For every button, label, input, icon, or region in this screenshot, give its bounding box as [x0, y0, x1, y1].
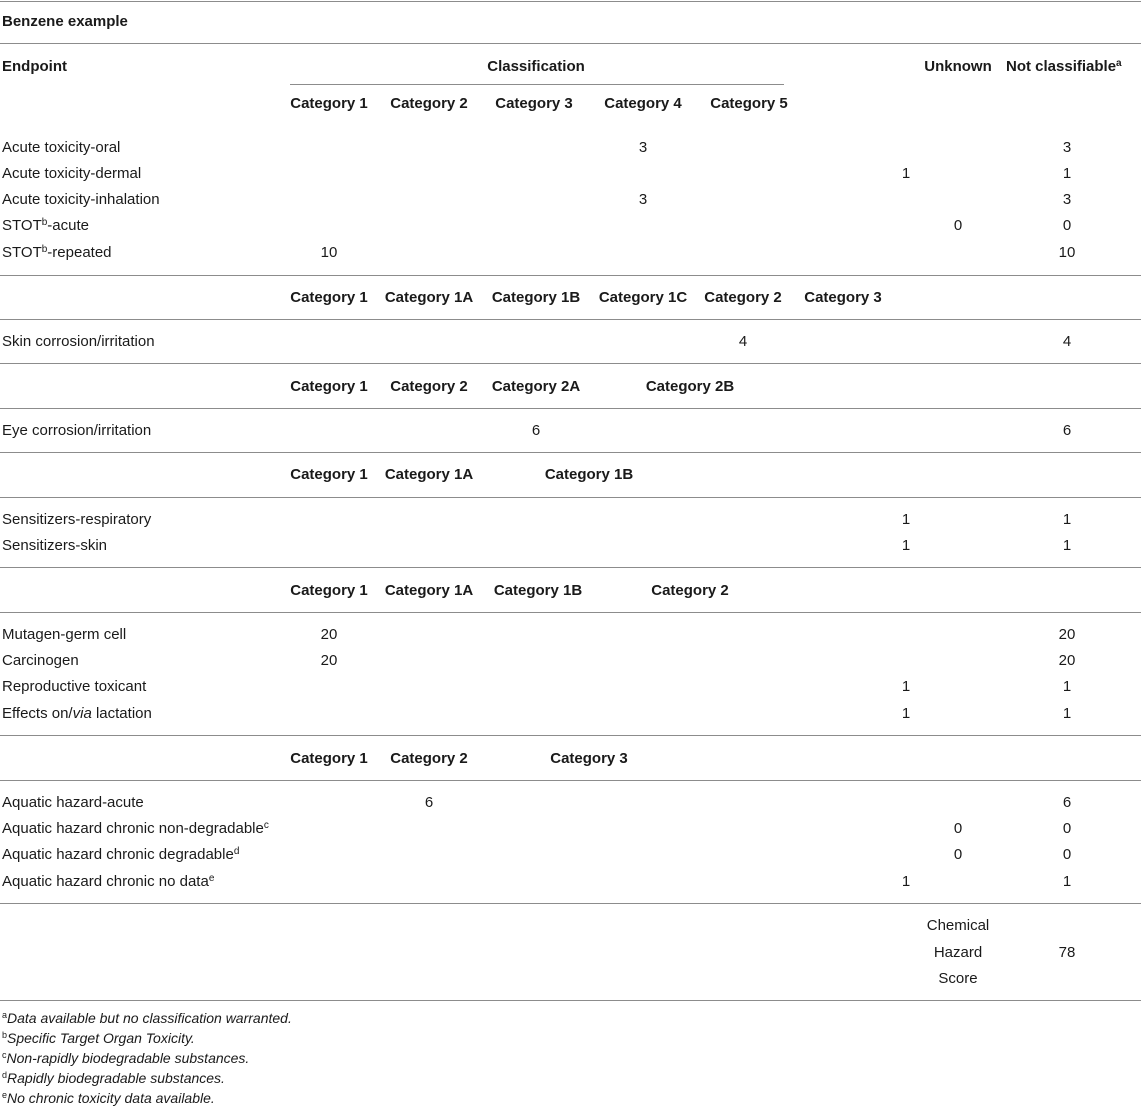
- category-header: Category 2: [390, 378, 468, 395]
- row-label: Aquatic hazard chronic non-degradable$^c$: [2, 820, 269, 837]
- row-label: Reproductive toxicant: [2, 678, 147, 695]
- rule: [0, 275, 1141, 276]
- row-total: 20: [1058, 652, 1076, 669]
- rule: [0, 1000, 1141, 1001]
- row-total: 10: [1058, 244, 1076, 261]
- row-value: 1: [901, 873, 911, 890]
- rule: [0, 612, 1141, 613]
- row-total: 4: [1062, 333, 1072, 350]
- score-label: Chemical: [926, 917, 990, 934]
- category-header: Category 1: [290, 750, 368, 767]
- category-header: Category 2: [390, 750, 468, 767]
- row-label: Aquatic hazard chronic degradable$^d$: [2, 846, 240, 863]
- footnote: $^e$No chronic toxicity data available.: [2, 1090, 215, 1106]
- rule: [0, 735, 1141, 736]
- row-label: Acute toxicity-inhalation: [2, 191, 160, 208]
- rule: [0, 363, 1141, 364]
- row-total: 20: [1058, 626, 1076, 643]
- row-value: 3: [638, 139, 648, 156]
- category-header: Category 1A: [384, 466, 474, 483]
- row-total: 1: [1062, 537, 1072, 554]
- category-header: Category 3: [804, 289, 882, 306]
- rule: [0, 408, 1141, 409]
- row-label: Mutagen-germ cell: [2, 626, 127, 643]
- header-not-classifiable: Not classifiable$^a$: [1006, 58, 1122, 75]
- category-header: Category 1: [290, 378, 368, 395]
- category-header: Category 1B: [493, 582, 583, 599]
- category-header: Category 2B: [645, 378, 735, 395]
- row-label: STOT$^b$-repeated: [2, 244, 112, 261]
- rule: [0, 780, 1141, 781]
- rule: [0, 903, 1141, 904]
- header-unknown: Unknown: [924, 58, 992, 75]
- rule: [0, 43, 1141, 44]
- rule: [0, 567, 1141, 568]
- category-header: Category 1: [290, 582, 368, 599]
- row-total: 0: [1062, 820, 1072, 837]
- category-header: Category 1B: [491, 289, 581, 306]
- row-value: 6: [424, 794, 434, 811]
- category-header: Category 1: [290, 466, 368, 483]
- rule: [0, 497, 1141, 498]
- row-total: 1: [1062, 873, 1072, 890]
- row-value: 20: [320, 626, 338, 643]
- category-header: Category 5: [710, 95, 788, 112]
- row-value: 1: [901, 705, 911, 722]
- row-value: 1: [901, 511, 911, 528]
- row-value: 0: [953, 846, 963, 863]
- category-header: Category 1: [290, 95, 368, 112]
- score-label: Hazard: [933, 944, 983, 961]
- score-value: 78: [1058, 944, 1076, 961]
- header-endpoint: Endpoint: [2, 58, 67, 75]
- category-header: Category 1C: [598, 289, 688, 306]
- row-label: Acute toxicity-oral: [2, 139, 121, 156]
- category-header: Category 2A: [491, 378, 581, 395]
- classification-underline: [290, 84, 784, 85]
- row-value: 10: [320, 244, 338, 261]
- rule: [0, 319, 1141, 320]
- row-total: 0: [1062, 846, 1072, 863]
- row-label: Eye corrosion/irritation: [2, 422, 152, 439]
- header-classification: Classification: [487, 58, 585, 75]
- category-header: Category 1A: [384, 289, 474, 306]
- row-value: 1: [901, 678, 911, 695]
- footnote: $^b$Specific Target Organ Toxicity.: [2, 1030, 195, 1046]
- row-label: Aquatic hazard-acute: [2, 794, 144, 811]
- row-total: 3: [1062, 191, 1072, 208]
- row-total: 1: [1062, 511, 1072, 528]
- row-total: 6: [1062, 422, 1072, 439]
- category-header: Category 3: [550, 750, 628, 767]
- table-title: Benzene example: [2, 13, 128, 30]
- row-total: 1: [1062, 705, 1072, 722]
- category-header: Category 1B: [544, 466, 634, 483]
- row-total: 1: [1062, 678, 1072, 695]
- row-value: 0: [953, 820, 963, 837]
- row-label: Effects on/via lactation: [2, 705, 152, 722]
- category-header: Category 2: [651, 582, 729, 599]
- category-header: Category 1: [290, 289, 368, 306]
- row-label: Sensitizers-respiratory: [2, 511, 152, 528]
- row-total: 3: [1062, 139, 1072, 156]
- footnote: $^a$Data available but no classification warranted.: [2, 1010, 292, 1026]
- row-value: 20: [320, 652, 338, 669]
- row-value: 6: [531, 422, 541, 439]
- category-header: Category 3: [495, 95, 573, 112]
- row-total: 1: [1062, 165, 1072, 182]
- rule: [0, 1, 1141, 2]
- row-total: 0: [1062, 217, 1072, 234]
- row-label: Sensitizers-skin: [2, 537, 108, 554]
- rule: [0, 452, 1141, 453]
- row-label: Acute toxicity-dermal: [2, 165, 142, 182]
- row-label: Aquatic hazard chronic no data$^e$: [2, 873, 215, 890]
- row-label: Carcinogen: [2, 652, 79, 669]
- category-header: Category 2: [390, 95, 468, 112]
- row-value: 1: [901, 537, 911, 554]
- category-header: Category 1A: [384, 582, 474, 599]
- row-label: Skin corrosion/irritation: [2, 333, 155, 350]
- row-value: 1: [901, 165, 911, 182]
- score-label: Score: [938, 970, 978, 987]
- footnote: $^c$Non-rapidly biodegradable substances.: [2, 1050, 250, 1066]
- row-total: 6: [1062, 794, 1072, 811]
- row-value: 0: [953, 217, 963, 234]
- row-value: 4: [738, 333, 748, 350]
- row-value: 3: [638, 191, 648, 208]
- category-header: Category 4: [604, 95, 682, 112]
- footnote: $^d$Rapidly biodegradable substances.: [2, 1070, 225, 1086]
- category-header: Category 2: [704, 289, 782, 306]
- row-label: STOT$^b$-acute: [2, 217, 89, 234]
